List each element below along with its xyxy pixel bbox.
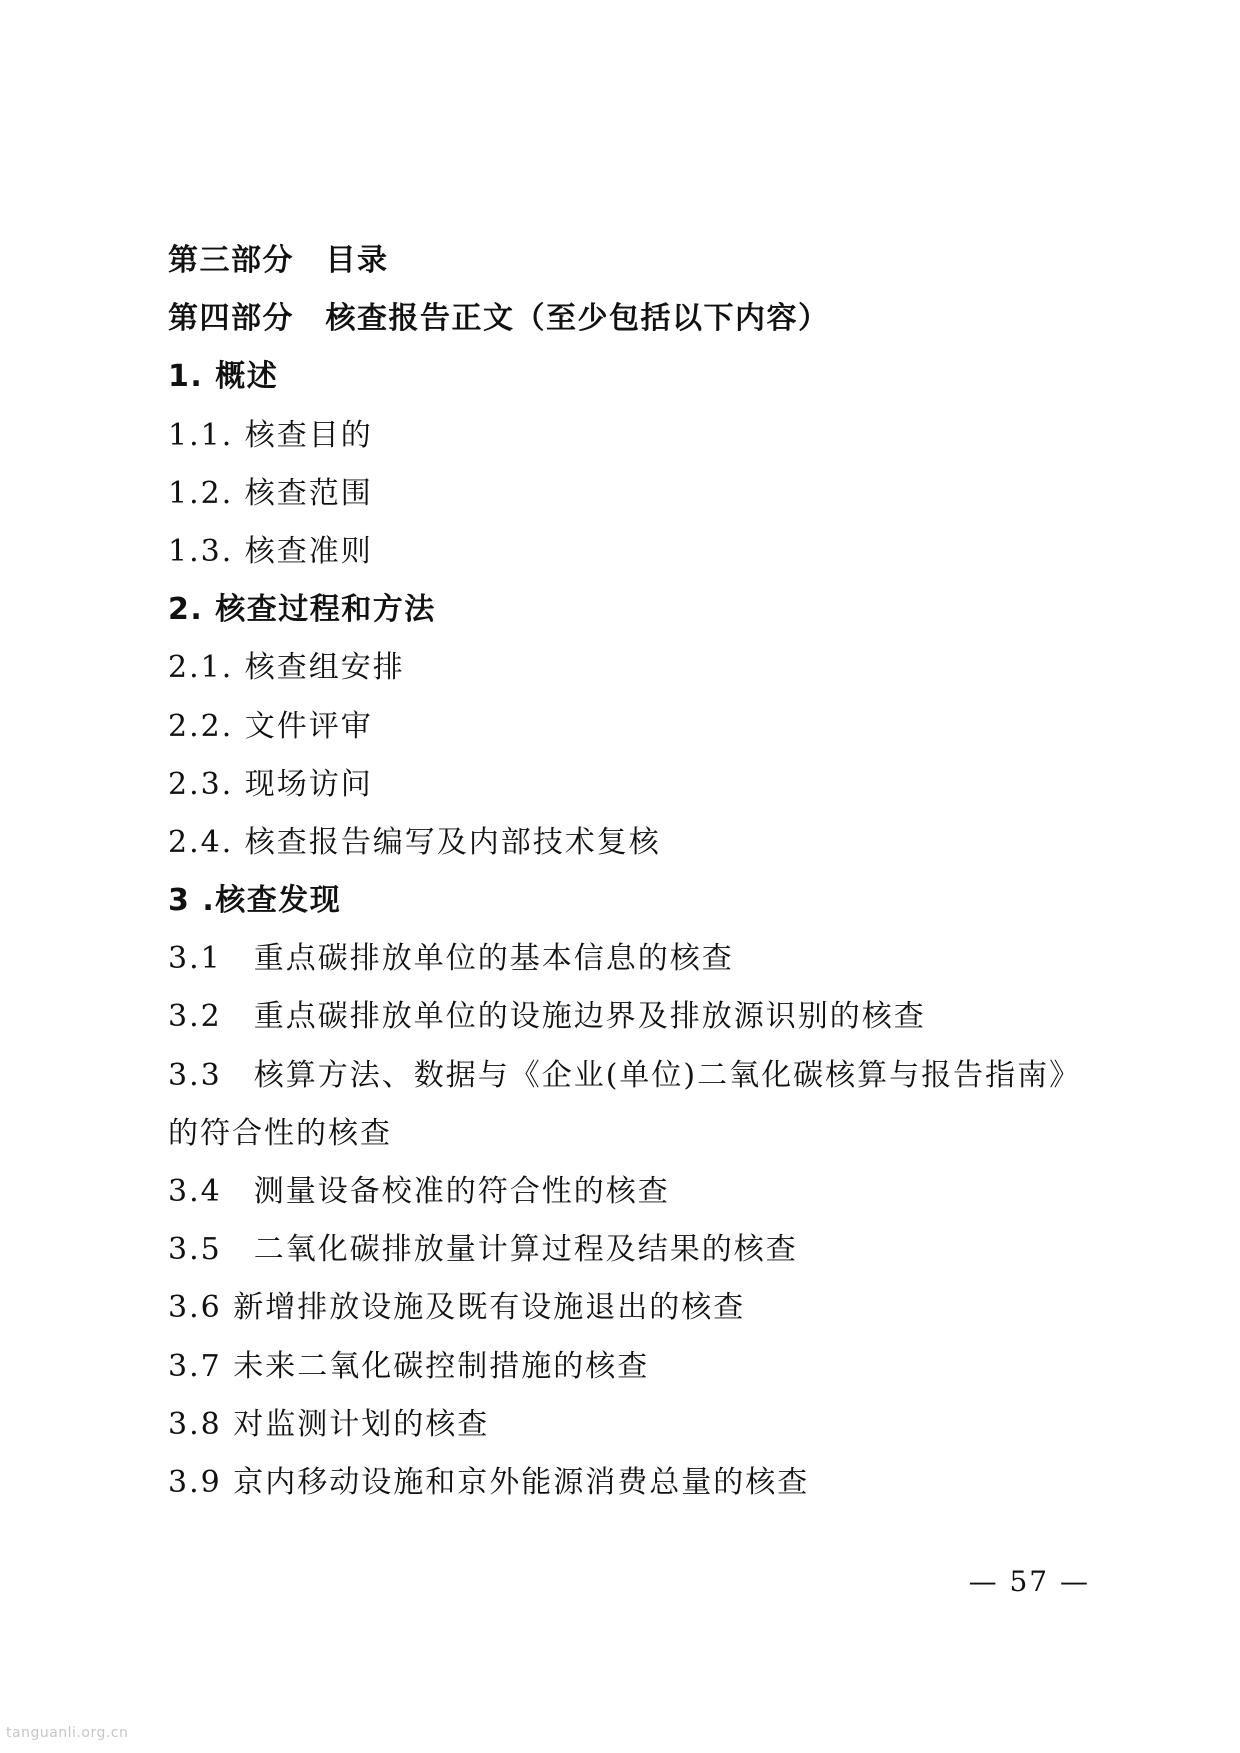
section-3-2: 3.2 重点碳排放单位的设施边界及排放源识别的核查 bbox=[168, 999, 926, 1035]
section-3-6: 3.6 新增排放设施及既有设施退出的核查 bbox=[168, 1290, 746, 1326]
section-3-9: 3.9 京内移动设施和京外能源消费总量的核查 bbox=[168, 1464, 810, 1500]
section-3-8: 3.8 对监测计划的核查 bbox=[168, 1406, 490, 1442]
section-3-5: 3.5 二氧化碳排放量计算过程及结果的核查 bbox=[168, 1232, 798, 1268]
table-of-contents bbox=[168, 232, 1128, 1512]
section-3-3-line-1: 3.3 核算方法、数据与《企业(单位)二氧化碳核算与报告指南》 bbox=[168, 1057, 1082, 1093]
section-2-1: 2.1. 核查组安排 bbox=[168, 650, 405, 686]
watermark-text: tanguanli.org.cn bbox=[6, 1725, 129, 1741]
page-number: — 57 — bbox=[968, 1565, 1090, 1598]
section-1-heading: 1. 概述 bbox=[168, 359, 279, 395]
section-2-3: 2.3. 现场访问 bbox=[168, 766, 373, 802]
part-three-heading: 第三部分 目录 bbox=[168, 243, 389, 278]
section-3-heading: 3 .核查发现 bbox=[168, 883, 342, 919]
section-3-4: 3.4 测量设备校准的符合性的核查 bbox=[168, 1174, 670, 1209]
section-1-3: 1.3. 核查准则 bbox=[168, 533, 373, 569]
part-four-heading: 第四部分 核查报告正文（至少包括以下内容） bbox=[168, 301, 830, 337]
section-2-heading: 2. 核查过程和方法 bbox=[168, 592, 436, 628]
section-3-7: 3.7 未来二氧化碳控制措施的核查 bbox=[168, 1348, 650, 1384]
section-2-2: 2.2. 文件评审 bbox=[168, 708, 373, 744]
section-1-1: 1.1. 核查目的 bbox=[168, 417, 373, 453]
section-3-1: 3.1 重点碳排放单位的基本信息的核查 bbox=[168, 941, 734, 977]
section-2-4: 2.4. 核查报告编写及内部技术复核 bbox=[168, 824, 661, 860]
section-3-3-line-2: 的符合性的核查 bbox=[168, 1115, 392, 1151]
section-1-2: 1.2. 核查范围 bbox=[168, 475, 373, 511]
